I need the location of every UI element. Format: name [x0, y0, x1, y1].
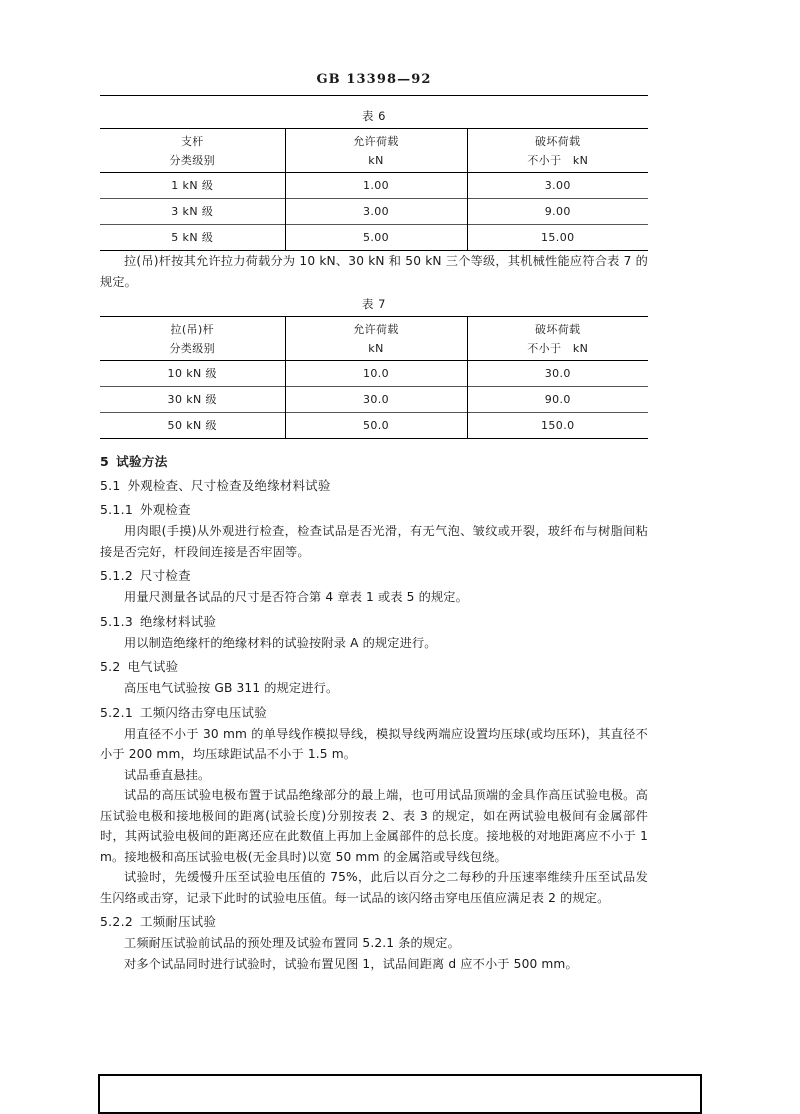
section-title: 外观检查	[140, 502, 191, 517]
table-7	[100, 316, 648, 439]
table-cell: 30.0	[467, 361, 648, 387]
header-divider	[100, 95, 648, 96]
paragraph: 用直径不小于 30 mm 的单导线作模拟导线，模拟导线两端应设置均压球(或均压环)，其直径不小于 200 mm，均压球距试品不小于 1.5 m。	[100, 726, 648, 761]
section-heading-5-1-1	[100, 499, 648, 520]
table-6-col-header-1	[100, 129, 285, 173]
paragraph: 试验时，先缓慢升压至试验电压值的 75%，此后以百分之二每秒的升压速率维续升压至试品发生闪络或击穿，记录下此时的试验电压值。每一试品的该闪络击穿电压值应满足表 2 的规定。	[100, 870, 648, 905]
section-heading-5-2-2	[100, 911, 648, 932]
table-6-body	[100, 173, 648, 251]
section-title: 试验方法	[116, 454, 168, 469]
col-header-line1: 破坏荷载	[534, 135, 581, 148]
table-cell: 30.0	[285, 387, 467, 413]
section-heading-5-1	[100, 475, 648, 496]
table-cell: 10 kN 级	[100, 361, 285, 387]
table-cell: 90.0	[467, 387, 648, 413]
paragraph: 高压电气试验按 GB 311 的规定进行。	[124, 681, 339, 695]
section-heading-5-2-1	[100, 702, 648, 723]
table-cell: 3.00	[467, 173, 648, 199]
section-number: 5.2	[100, 659, 121, 674]
paragraph: 试品的高压试验电极布置于试品绝缘部分的最上端，也可用试品顶端的金具作高压试验电极。高压试验电极和接地极间的距离(试验长度)分别按表 2、表 3 的规定，如在两试验电极间有金属部件时，其两试验电极间的距离还应在此数值上再加上金属部件的总长度。接地极的对地距离应不小于 1 m。接地极和高压试验电极(无金具时)以宽 50 mm 的金属箔或导线包绕。	[100, 788, 648, 864]
page-content	[100, 104, 648, 974]
table-cell: 30 kN 级	[100, 387, 285, 413]
col-header-line2: 分类级别	[169, 342, 216, 355]
col-header-line2: 不小于 kN	[527, 154, 589, 167]
col-header-line2: 分类级别	[169, 154, 216, 167]
paragraph: 用以制造绝缘杆的绝缘材料的试验按附录 A 的规定进行。	[124, 635, 437, 650]
section-number: 5	[100, 454, 110, 469]
table-row	[100, 173, 648, 199]
table-7-col-header-2	[285, 317, 467, 361]
table-7-body	[100, 361, 648, 439]
table-cell: 15.00	[467, 225, 648, 251]
section-number: 5.1	[100, 478, 121, 493]
section-title: 尺寸检查	[140, 568, 191, 583]
table-cell: 1.00	[285, 173, 467, 199]
section-title: 工频闪络击穿电压试验	[140, 704, 267, 720]
table-header-row	[100, 317, 648, 361]
table-row	[100, 225, 648, 251]
table-7-caption: 表 7	[362, 297, 386, 311]
table-cell: 3.00	[285, 199, 467, 225]
table-6-col-header-2	[285, 129, 467, 173]
page-header	[100, 68, 648, 87]
section-number: 5.1.3	[100, 613, 134, 629]
table-7-col-header-1	[100, 317, 285, 361]
table-cell: 9.00	[467, 199, 648, 225]
table-row	[100, 199, 648, 225]
paragraph: 试品垂直悬挂。	[124, 767, 211, 782]
table-6-caption: 表 6	[362, 109, 386, 123]
paragraph: 用肉眼(手摸)从外观进行检查，检查试品是否光滑，有无气泡、皱纹或开裂，玻纤布与树脂间粘接是否完好，杆段间连接是否牢固等。	[100, 524, 648, 559]
paragraph: 用量尺测量各试品的尺寸是否符合第 4 章表 1 或表 5 的规定。	[124, 590, 468, 604]
col-header-line1: 允许荷载	[353, 135, 399, 148]
section-number: 5.1.2	[100, 568, 134, 583]
section-number: 5.1.1	[100, 502, 134, 517]
col-header-line2: 不小于 kN	[527, 342, 589, 355]
paragraph: 工频耐压试验前试品的预处理及试验布置同 5.2.1 条的规定。	[124, 936, 460, 950]
section-title: 外观检查、尺寸检查及绝缘材料试验	[127, 478, 331, 493]
paragraph-after-table-6: 拉(吊)杆按其允许拉力荷载分为 10 kN、30 kN 和 50 kN 三个等级，其机械性能应符合表 7 的规定。	[100, 254, 648, 289]
table-cell: 5.00	[285, 225, 467, 251]
table-cell: 3 kN 级	[100, 199, 285, 225]
col-header-line2: kN	[368, 342, 384, 355]
paragraph: 对多个试品同时进行试验时，试验布置见图 1，试品间距离 d 应不小于 500 mm。	[124, 956, 578, 971]
table-cell: 1 kN 级	[100, 173, 285, 199]
section-title: 绝缘材料试验	[140, 613, 217, 629]
section-heading-5-1-2	[100, 565, 648, 586]
table-7-col-header-3	[467, 317, 648, 361]
table-cell: 10.0	[285, 361, 467, 387]
section-heading-5-2	[100, 656, 648, 677]
col-header-line1: 破坏荷载	[534, 323, 581, 336]
section-heading-5	[100, 451, 648, 472]
table-7-head	[100, 317, 648, 361]
section-title: 电气试验	[127, 659, 179, 674]
col-header-line2: kN	[368, 154, 384, 167]
table-cell: 50 kN 级	[100, 413, 285, 439]
table-cell: 150.0	[467, 413, 648, 439]
table-row	[100, 413, 648, 439]
table-cell: 50.0	[285, 413, 467, 439]
table-header-row	[100, 129, 648, 173]
table-6-col-header-3	[467, 129, 648, 173]
standard-number: GB 13398—92	[316, 72, 432, 87]
table-cell: 5 kN 级	[100, 225, 285, 251]
col-header-line1: 拉(吊)杆	[170, 323, 215, 336]
table-row	[100, 361, 648, 387]
section-number: 5.2.1	[100, 704, 134, 720]
table-row	[100, 387, 648, 413]
col-header-line1: 支杆	[180, 135, 204, 148]
scan-frame-bottom	[98, 1074, 702, 1114]
table-6-head	[100, 129, 648, 173]
section-heading-5-1-3	[100, 611, 648, 632]
section-number: 5.2.2	[100, 914, 134, 929]
table-6	[100, 128, 648, 251]
section-title: 工频耐压试验	[140, 914, 217, 929]
col-header-line1: 允许荷载	[353, 323, 399, 336]
